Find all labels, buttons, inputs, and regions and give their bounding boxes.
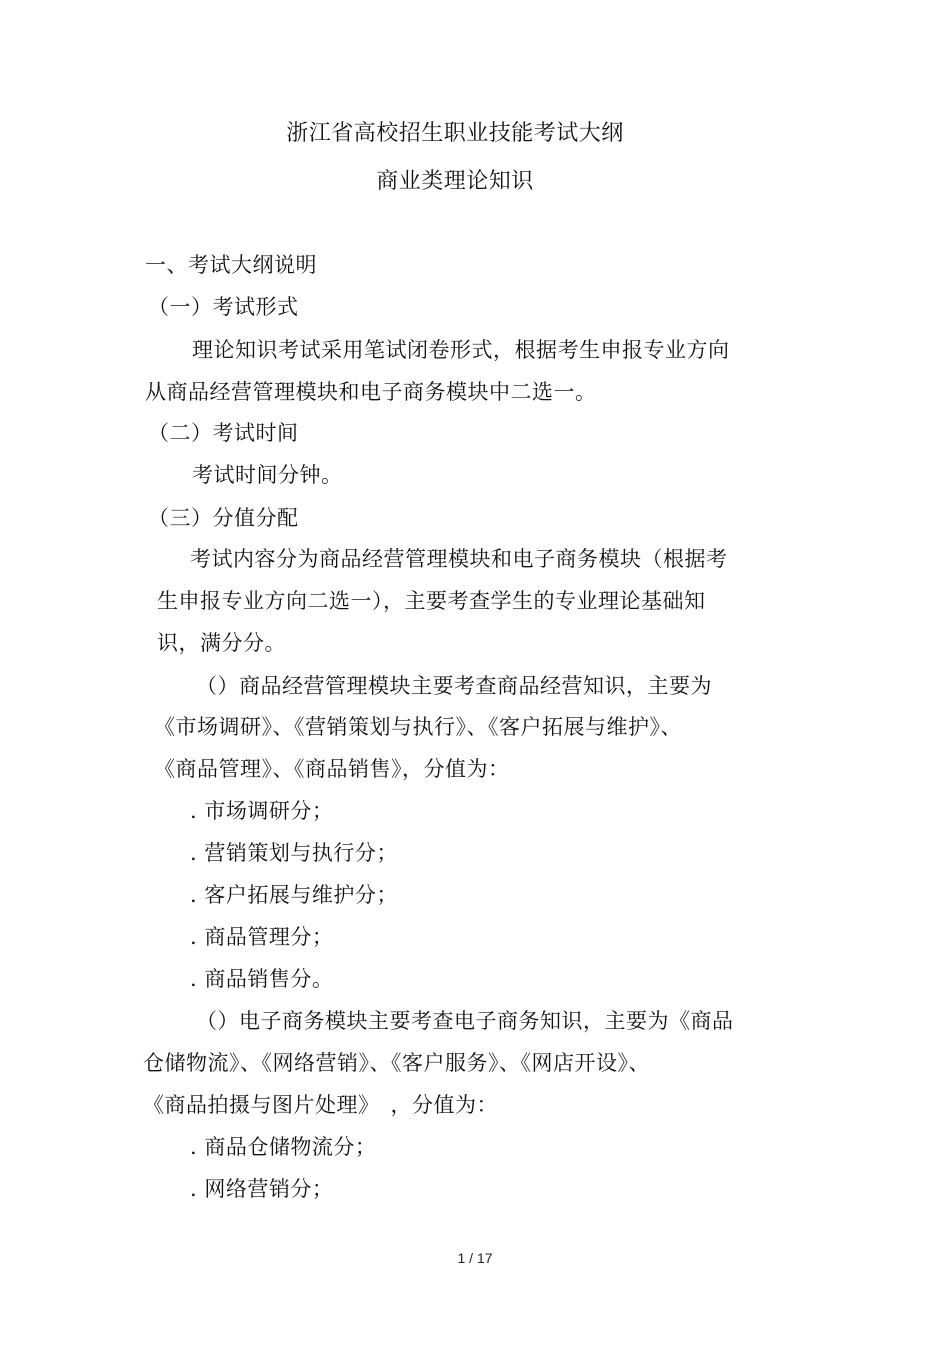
section-heading: 一、考试大纲说明 <box>145 253 317 277</box>
paragraph-line: 识，满分分。 <box>157 631 286 655</box>
paragraph-line: 生申报专业方向二选一），主要考查学生的专业理论基础知 <box>157 589 706 613</box>
paragraph-line: 《商品拍摄与图片处理》 ，分值为： <box>143 1093 498 1117</box>
list-item: . 网络营销分； <box>190 1177 334 1201</box>
subsection-heading: （一）考试形式 <box>148 295 299 319</box>
paragraph-line: （）商品经营管理模块主要考查商品经营知识，主要为 <box>196 674 712 698</box>
subsection-heading: （二）考试时间 <box>148 421 299 445</box>
paragraph-line: 理论知识考试采用笔试闭卷形式，根据考生申报专业方向 <box>192 338 730 362</box>
paragraph-line: 《市场调研》、《营销策划与执行》、《客户拓展与维护》、 <box>154 715 682 739</box>
paragraph-line: 考试内容分为商品经营管理模块和电子商务模块（根据考 <box>190 547 728 571</box>
paragraph-line: 从商品经营管理模块和电子商务模块中二选一。 <box>145 380 597 404</box>
paragraph-line: （）电子商务模块主要考查电子商务知识，主要为《商品 <box>196 1009 734 1033</box>
document-subtitle: 商业类理论知识 <box>376 169 534 194</box>
list-item: . 营销策划与执行分； <box>190 841 398 865</box>
paragraph-line: 《商品管理》、《商品销售》，分值为： <box>154 757 510 781</box>
list-item: . 商品销售分。 <box>190 967 334 991</box>
page-number: 1 / 17 <box>457 1250 493 1266</box>
subsection-heading: （三）分值分配 <box>148 506 299 530</box>
paragraph-line: 考试时间分钟。 <box>192 463 343 487</box>
list-item: . 商品管理分； <box>190 925 334 949</box>
paragraph-line: 仓储物流》、《网络营销》、《客户服务》、《网店开设》、 <box>143 1051 650 1075</box>
list-item: . 客户拓展与维护分； <box>190 883 398 907</box>
list-item: . 市场调研分； <box>190 799 334 823</box>
list-item: . 商品仓储物流分； <box>190 1135 377 1159</box>
document-title: 浙江省高校招生职业技能考试大纲 <box>286 121 624 146</box>
